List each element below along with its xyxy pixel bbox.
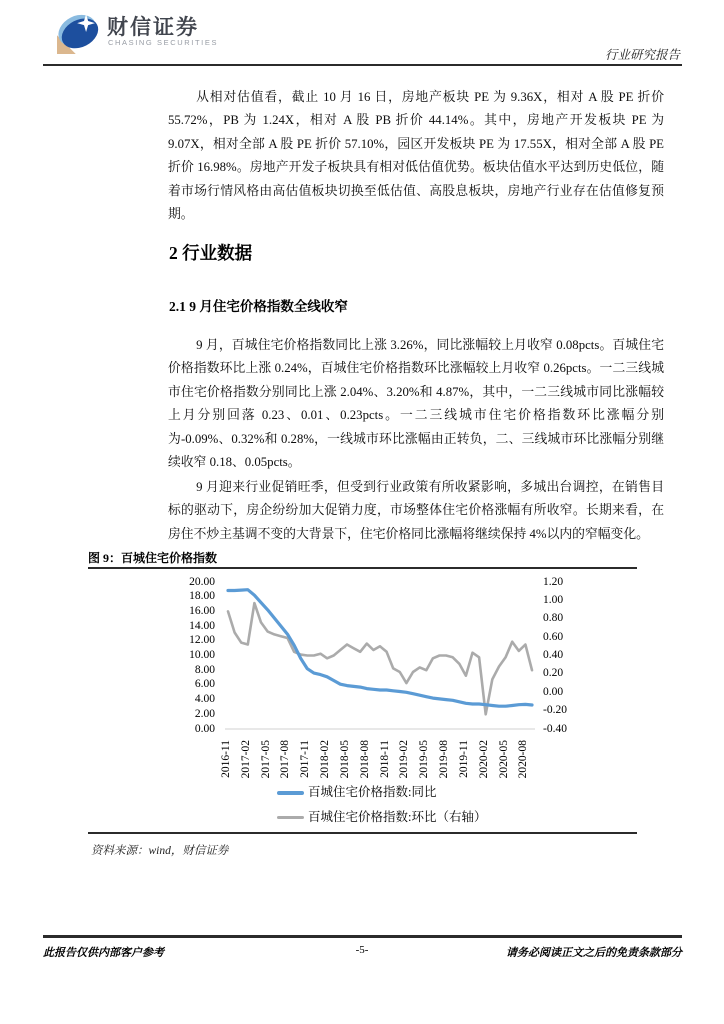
footer-rule bbox=[43, 935, 682, 938]
paragraph-valuation: 从相对估值看，截止 10 月 16 日，房地产板块 PE 为 9.36X，相对 A 股 PE 折价 55.72%，PB 为 1.24X，相对 A 股 PB 折价 44.14%。其中，房地产开发板块 PE 为 9.07X，相对全部 A 股 PE 折价 57.10%，园区开发板块 PE 为 17.55X，相对全部 A 股 PE 折价 16.98%。房地产开发子板块具有相对低估值优势。板块估值水平达到历史低位，随着市场行情风格由高估值板块切换至低估值、高股息板块，房地产行业存在估值修复预期。 bbox=[168, 90, 664, 222]
y-axis-left-tick: 0.00 bbox=[194, 722, 215, 735]
y-axis-left-tick: 16.00 bbox=[189, 604, 215, 617]
y-axis-left-tick: 4.00 bbox=[194, 693, 215, 706]
legend-swatch-mom bbox=[277, 816, 304, 819]
footer-right-note: 请务必阅读正文之后的免责条款部分 bbox=[506, 947, 682, 959]
paragraph-outlook: 9 月迎来行业促销旺季，但受到行业政策有所收紧影响，多城出台调控，在销售目标的驱动下，房企纷纷加大促销力度，市场整体住宅价格涨幅有所收窄。长期来看，在房住不炒主基调不变的大背景下，住宅价格同比涨幅将继续保持 4%以内的窄幅变化。 bbox=[168, 480, 664, 541]
x-axis-tick: 2019-05 bbox=[418, 740, 431, 779]
company-logo-icon bbox=[57, 9, 102, 54]
x-axis-tick: 2019-02 bbox=[398, 740, 411, 779]
y-axis-left-tick: 10.00 bbox=[189, 649, 215, 661]
x-axis-tick: 2020-02 bbox=[477, 740, 490, 779]
y-axis-right-tick: -0.40 bbox=[543, 722, 567, 735]
y-axis-left-tick: 2.00 bbox=[194, 707, 215, 720]
subsection-heading: 2.1 9 月住宅价格指数全线收窄 bbox=[169, 299, 348, 314]
page-number: -5- bbox=[355, 944, 369, 956]
figure-bottom-rule bbox=[88, 832, 637, 834]
x-axis-tick: 2020-05 bbox=[497, 740, 510, 779]
footer-left-note: 此报告仅供内部客户参考 bbox=[43, 947, 164, 959]
x-axis-tick: 2016-11 bbox=[220, 740, 232, 778]
x-axis-tick: 2020-08 bbox=[517, 740, 530, 779]
legend-label-yoy: 百城住宅价格指数:同比 bbox=[308, 785, 437, 799]
y-axis-right-tick: 0.20 bbox=[543, 667, 564, 680]
x-axis-tick: 2017-08 bbox=[279, 740, 292, 779]
figure-source: 资料来源：wind，财信证券 bbox=[91, 845, 229, 857]
y-axis-left-tick: 18.00 bbox=[189, 590, 215, 603]
figure-caption-rule bbox=[88, 567, 637, 569]
brand-name-cn: 财信证券 bbox=[107, 16, 199, 39]
paragraph-price-index: 9 月，百城住宅价格指数同比上涨 3.26%，同比涨幅较上月收窄 0.08pcts。百城住宅价格指数环比上涨 0.24%，百城住宅价格指数环比涨幅较上月收窄 0.26pcts。一二三线城市住宅价格指数分别同比上涨 2.04%、3.20%和 4.87%，其中，一二三线城市同比涨幅较上月分别回落 0.23、0.01、0.23pcts。一二三线城市住宅价格指数环比涨幅分别为-0.09%、0.32%和 0.28%，一线城市环比涨幅由正转负，二、三线城市环比涨幅分别继续收窄 0.18、0.05pcts。 bbox=[168, 338, 664, 470]
header-rule bbox=[43, 64, 682, 66]
y-axis-right-tick: 0.80 bbox=[543, 612, 564, 625]
section-heading: 2 行业数据 bbox=[169, 243, 253, 263]
brand-name-en: CHASING SECURITIES bbox=[108, 38, 219, 47]
report-type-label: 行业研究报告 bbox=[604, 48, 680, 62]
y-axis-right-tick: 0.40 bbox=[543, 649, 564, 661]
y-axis-right-tick: -0.20 bbox=[543, 704, 567, 717]
figure-caption: 图 9：百城住宅价格指数 bbox=[88, 551, 218, 565]
y-axis-left-tick: 8.00 bbox=[194, 663, 215, 676]
x-axis-tick: 2018-02 bbox=[319, 740, 332, 779]
legend-swatch-yoy bbox=[277, 791, 304, 795]
y-axis-right-tick: 1.00 bbox=[543, 593, 564, 606]
y-axis-left-tick: 12.00 bbox=[189, 634, 215, 647]
y-axis-left-tick: 6.00 bbox=[194, 678, 215, 691]
x-axis-tick: 2019-11 bbox=[457, 740, 470, 778]
x-axis-tick: 2017-02 bbox=[239, 740, 252, 779]
y-axis-right-tick: 0.00 bbox=[543, 685, 564, 698]
y-axis-right-tick: 1.20 bbox=[543, 575, 564, 588]
x-axis-tick: 2018-11 bbox=[378, 740, 391, 778]
x-axis-tick: 2019-08 bbox=[438, 740, 451, 779]
x-axis-tick: 2017-05 bbox=[259, 740, 272, 779]
x-axis-tick: 2018-08 bbox=[358, 740, 371, 779]
x-axis-tick: 2017-11 bbox=[299, 740, 312, 778]
y-axis-left-tick: 20.00 bbox=[189, 575, 215, 588]
legend-label-mom: 百城住宅价格指数:环比（右轴） bbox=[308, 810, 487, 824]
y-axis-right-tick: 0.60 bbox=[543, 630, 564, 643]
chart-plot-area bbox=[225, 575, 535, 735]
x-axis-tick: 2018-05 bbox=[338, 740, 351, 779]
y-axis-left-tick: 14.00 bbox=[189, 619, 215, 632]
